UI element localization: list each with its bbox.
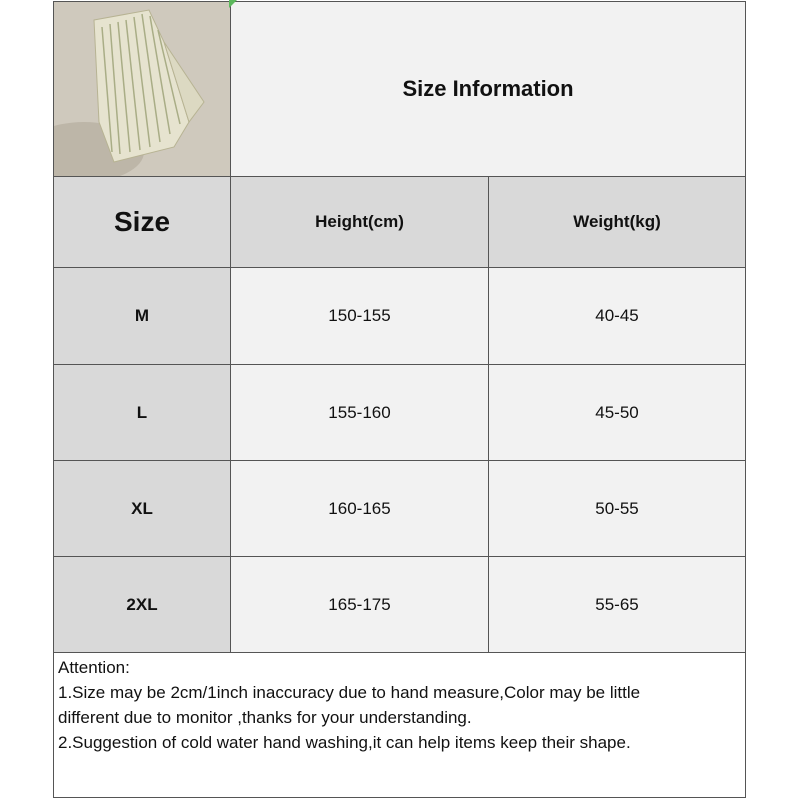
weight-value: 55-65 bbox=[595, 594, 639, 614]
notes-line-1: 1.Size may be 2cm/1inch inaccuracy due to hand measure,Color may be little bbox=[58, 683, 641, 702]
table-row-weight bbox=[488, 364, 746, 461]
height-value: 160-165 bbox=[328, 498, 391, 518]
weight-value: 45-50 bbox=[595, 402, 639, 422]
header-size bbox=[53, 176, 231, 268]
table-row-height bbox=[230, 267, 489, 365]
table-row-weight bbox=[488, 556, 746, 653]
page-title: Size Information bbox=[402, 76, 574, 101]
height-value: 155-160 bbox=[328, 402, 391, 422]
table-row-size bbox=[53, 267, 231, 365]
size-label: 2XL bbox=[126, 594, 158, 614]
weight-header-label: Weight(kg) bbox=[573, 212, 661, 231]
table-row-weight bbox=[488, 460, 746, 557]
table-row-height bbox=[230, 460, 489, 557]
table-row-size bbox=[53, 556, 231, 653]
size-label: L bbox=[136, 402, 148, 422]
table-row-height bbox=[230, 556, 489, 653]
header-height bbox=[230, 176, 489, 268]
size-label: M bbox=[134, 306, 150, 325]
attention-notes bbox=[53, 652, 746, 798]
size-label: XL bbox=[131, 498, 153, 518]
table-row-weight bbox=[488, 267, 746, 365]
notes-line-2: different due to monitor ,thanks for your understanding. bbox=[58, 708, 472, 727]
notes-line-3: 2.Suggestion of cold water hand washing,it can help items keep their shape. bbox=[58, 733, 631, 752]
table-row-height bbox=[230, 364, 489, 461]
header-weight bbox=[488, 176, 746, 268]
table-row-size bbox=[53, 460, 231, 557]
notes-heading: Attention: bbox=[58, 658, 130, 677]
garment-photo-icon bbox=[54, 2, 230, 176]
weight-value: 50-55 bbox=[595, 498, 639, 518]
table-row-size bbox=[53, 364, 231, 461]
height-value: 150-155 bbox=[328, 306, 391, 325]
weight-value: 40-45 bbox=[595, 306, 639, 325]
height-value: 165-175 bbox=[328, 594, 391, 614]
size-header-label: Size bbox=[113, 206, 171, 237]
product-photo bbox=[53, 1, 231, 177]
height-header-label: Height(cm) bbox=[315, 212, 404, 231]
title-cell bbox=[230, 1, 746, 177]
